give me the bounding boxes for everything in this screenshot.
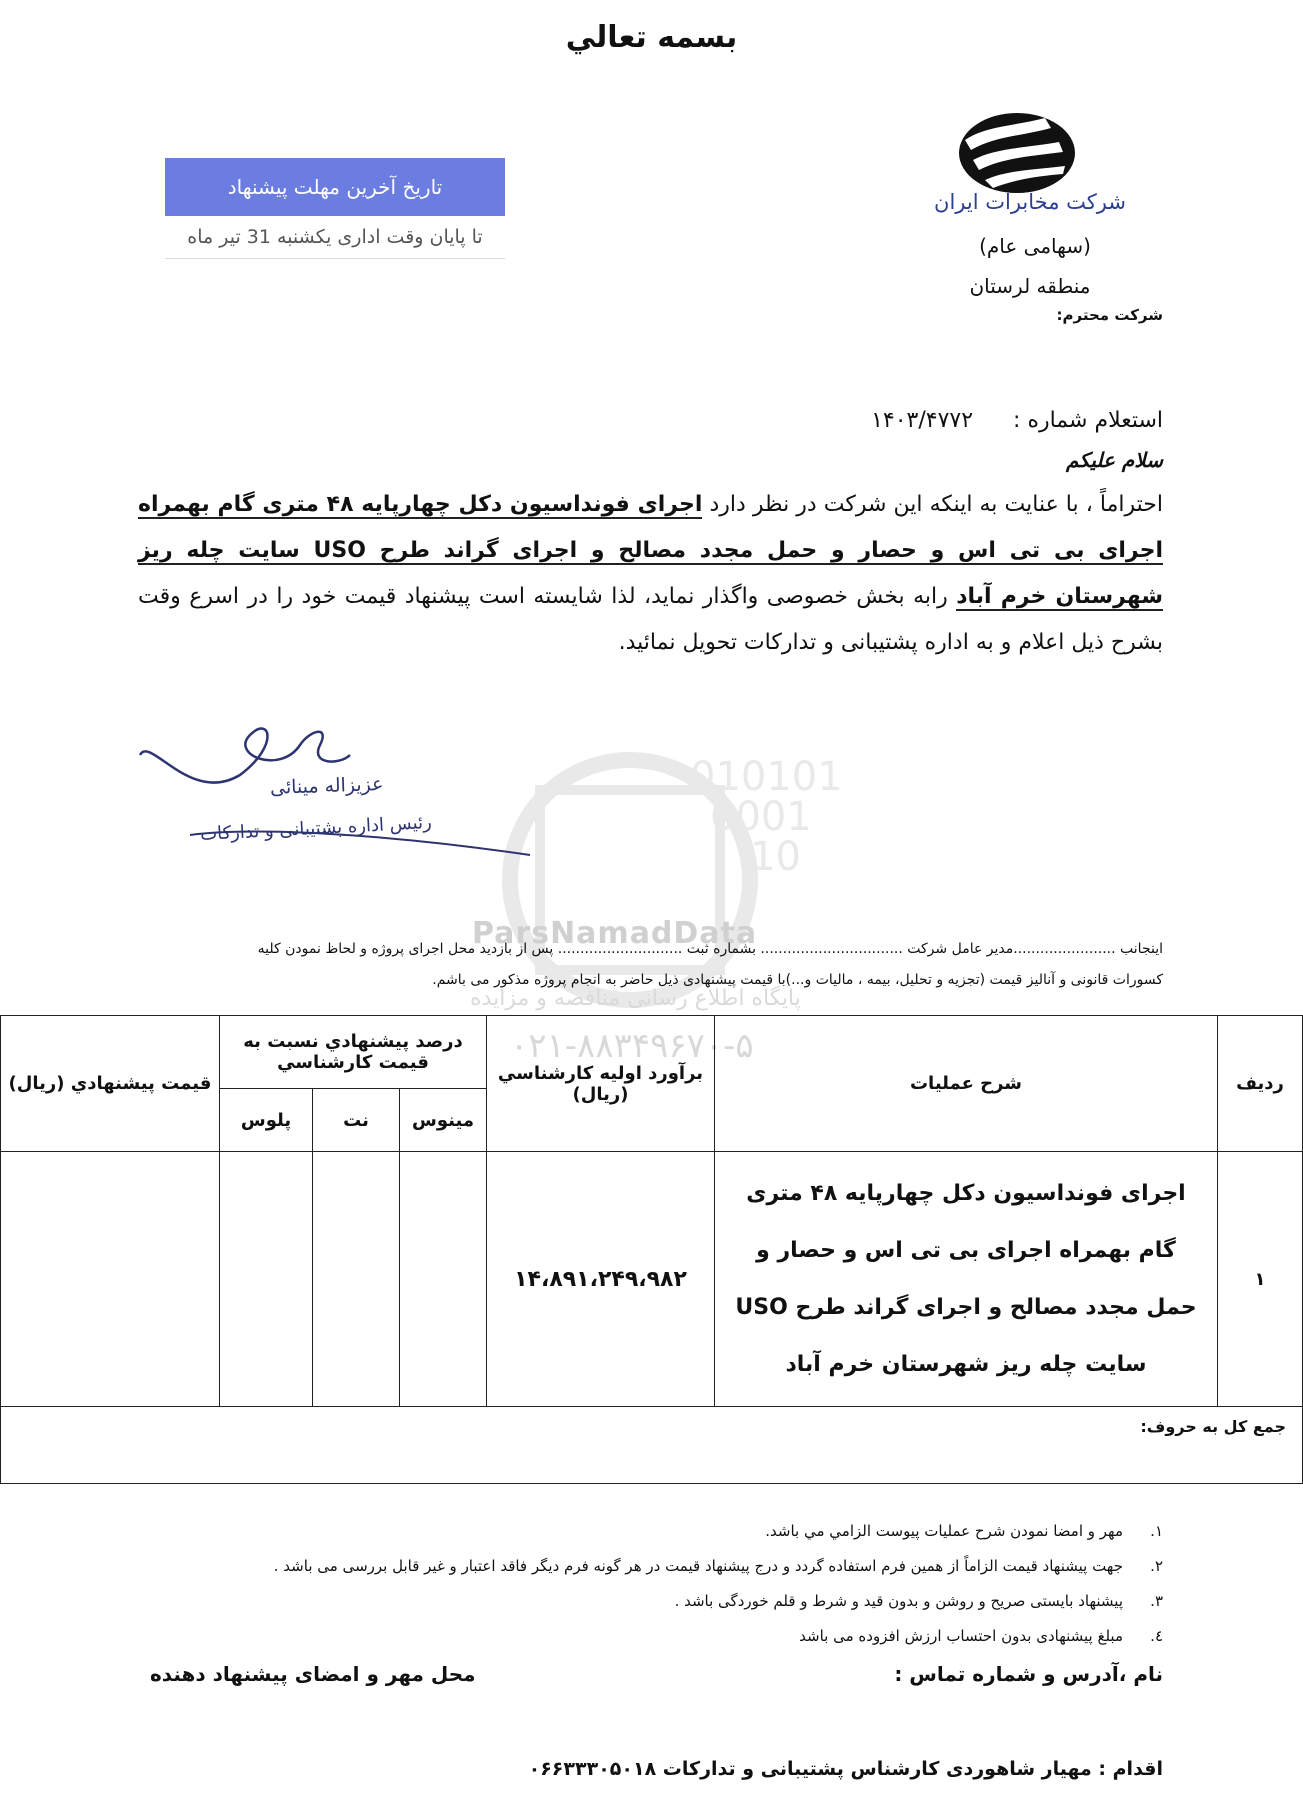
header-minus: مينوس xyxy=(400,1089,487,1152)
company-type: (سهامی عام) xyxy=(979,234,1091,258)
table-row xyxy=(1,1152,1303,1407)
greeting: سلام علیکم xyxy=(1066,448,1163,472)
header-plus: پلوس xyxy=(220,1089,313,1152)
note-text: مبلغ پيشنهادی بدون احتساب ارزش افزوده می باشد xyxy=(799,1627,1123,1645)
body-paragraph xyxy=(138,482,1163,666)
row-plus-cell[interactable] xyxy=(220,1152,313,1407)
note-text: پيشنهاد بايستی صريح و روشن و بدون قيد و شرط و قلم خوردگی باشد . xyxy=(674,1592,1123,1610)
header-description: شرح عمليات xyxy=(715,1016,1218,1152)
row-price-cell[interactable] xyxy=(1,1152,220,1407)
contact-field-label: نام ،آدرس و شماره تماس : xyxy=(894,1662,1163,1686)
header-proposed-price: قيمت پيشنهادي (ريال) xyxy=(1,1016,220,1152)
signature-title: رئیس اداره پشتیبانی و تدارکات xyxy=(199,811,433,846)
row-net-cell[interactable] xyxy=(313,1152,400,1407)
deadline-label: تاریخ آخرین مهلت پیشنهاد xyxy=(227,175,443,199)
table-total-row xyxy=(1,1407,1303,1484)
svg-text:010101: 010101 xyxy=(690,754,843,800)
telecom-logo-icon xyxy=(955,108,1080,198)
signature-name: عزیزاله مینائی xyxy=(269,773,384,799)
list-item xyxy=(103,1549,1163,1584)
note-number: ٤. xyxy=(1150,1627,1163,1645)
statement-line-2: کسورات قانونی و آنالیز قیمت (تجزیه و تحلیل، بیمه ، مالیات و...)با قیمت پیشنهادی ذیل حاضر به انجام پروژه مذکور می باشم. xyxy=(432,972,1163,988)
list-item xyxy=(103,1619,1163,1654)
statement-line-1: اینجانب .......................مدیر عامل شرکت ................................ بشماره ثبت ............................ پس از بازدید محل اجرای پروژه و لحاظ نمودن کلیه xyxy=(257,941,1163,957)
total-in-words[interactable]: جمع کل به حروف: xyxy=(1,1407,1303,1484)
company-region: منطقه لرستان xyxy=(969,274,1091,298)
body-request: رابه بخش خصوصی واگذار نماید، لذا شایسته است پیشنهاد قیمت خود را در اسرع وقت بشرح ذیل اعلام و به اداره پشتیبانی و تدارکات تحویل نمائید. xyxy=(138,584,1163,655)
inquiry-label: استعلام شماره : xyxy=(1013,408,1163,433)
page-heading: بسمه تعالي xyxy=(565,20,738,55)
header-percent: درصد پيشنهادي نسبت به قيمت كارشناسي xyxy=(220,1016,487,1089)
company-name: شرکت مخابرات ایران xyxy=(934,190,1126,214)
note-number: ۳. xyxy=(1150,1592,1163,1610)
inquiry-number: ۱۴۰۳/۴۷۷۲ xyxy=(871,408,974,433)
addressee: شرکت محترم: xyxy=(1056,306,1163,324)
watermark-caption: پایگاه اطلاع رسانی مناقصه و مزایده xyxy=(470,986,801,1011)
header-net: نت xyxy=(313,1089,400,1152)
note-number: ۲. xyxy=(1150,1557,1163,1575)
note-text: مهر و امضا نمودن شرح عمليات پيوست الزامي مي باشد. xyxy=(765,1522,1123,1540)
body-intro: احتراماً ، با عنایت به اینکه این شرکت در نظر دارد xyxy=(709,492,1164,517)
header-estimate: برآورد اوليه كارشناسي (ريال) xyxy=(487,1016,715,1152)
deadline-box xyxy=(165,158,505,216)
list-item xyxy=(103,1584,1163,1619)
watermark-brand: ParsNamadData xyxy=(472,916,758,951)
row-estimate: ۱۴،۸۹۱،۲۴۹،۹۸۲ xyxy=(487,1152,715,1407)
deadline-text: تا پایان وقت اداری یکشنبه 31 تیر ماه xyxy=(165,226,505,259)
row-minus-cell[interactable] xyxy=(400,1152,487,1407)
header-row-num: رديف xyxy=(1218,1016,1303,1152)
inquiry-line xyxy=(871,408,1163,433)
table-header-row xyxy=(1,1016,1303,1089)
action-officer: اقدام : مهیار شاهوردی کارشناس پشتیبانی و تدارکات ۰۶۶۳۳۳۰۵۰۱۸ xyxy=(528,1758,1163,1780)
row-number: ۱ xyxy=(1218,1152,1303,1407)
watermark-phone: ۰۲۱-۸۸۳۴۹۶۷۰-۵ xyxy=(510,1026,754,1066)
note-number: ۱. xyxy=(1150,1522,1163,1540)
notes-list xyxy=(103,1514,1163,1654)
row-description: اجرای فونداسیون دکل چهارپایه ۴۸ متری گام بهمراه اجرای بی تی اس و حصار و حمل مجدد مصالح و اجرای گراند طرح USO سایت چله ریز شهرستان خرم آباد xyxy=(715,1152,1218,1407)
stamp-place-label: محل مهر و امضای پیشنهاد دهنده xyxy=(150,1662,476,1686)
svg-text:0001: 0001 xyxy=(710,794,812,840)
price-table xyxy=(0,1015,1303,1484)
body-project: اجرای فونداسیون دکل چهارپایه ۴۸ متری گام بهمراه اجرای بی تی اس و حصار و حمل مجدد مصالح و اجرای گراند طرح USO سایت چله ریز شهرستان خرم آباد xyxy=(138,492,1163,609)
note-text: جهت پيشنهاد قيمت الزاماً از همين فرم استفاده گردد و درج پيشنهاد قيمت در هر گونه فرم ديگر فاقد اعتبار و غير قابل بررسی می باشد . xyxy=(273,1557,1123,1575)
list-item xyxy=(103,1514,1163,1549)
svg-text:10: 10 xyxy=(750,834,801,880)
